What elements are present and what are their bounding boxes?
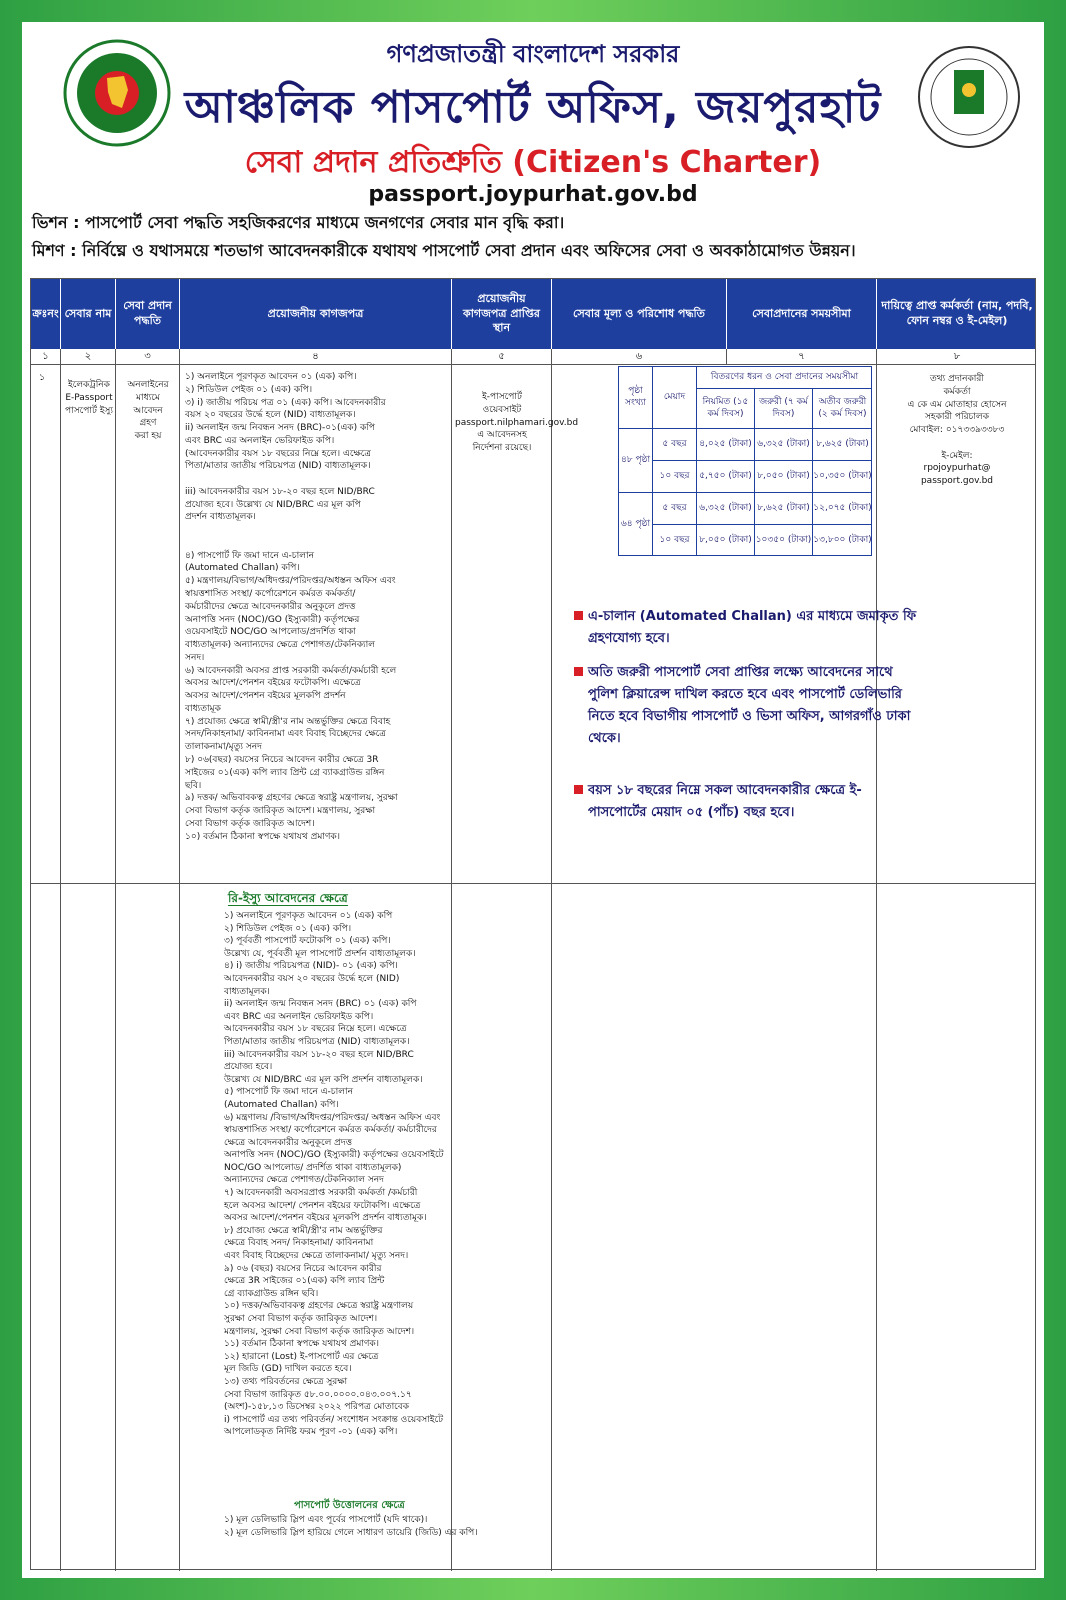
header-source: প্রয়োজনীয় কাগজপত্র প্রাপ্তির স্থান	[452, 279, 552, 349]
row1-method: অনলাইনের মাধ্যমে আবেদন গ্রহণ করা হয়	[127, 380, 169, 442]
fee-header-pages: পৃষ্ঠা সংখ্যা	[619, 367, 653, 429]
collection-subheading: পাসপোর্ট উত্তোলনের ক্ষেত্রে	[294, 1500, 405, 1511]
table-header	[31, 279, 1035, 349]
fee-validity-5: ৫ বছর	[653, 429, 697, 461]
row1-service-name: ইলেকট্রনিক E-Passport পাসপোর্ট ইস্যু	[64, 380, 113, 416]
note-item	[588, 780, 918, 824]
fee-value: ৮,০৫০ (টাকা)	[697, 525, 755, 556]
fee-validity-10: ১০ বছর	[653, 525, 697, 556]
header-officer: দায়িত্বে প্রাপ্ত কর্মকর্তা (নাম, পদবি, ফোন নম্বর ও ই-মেইল)	[881, 299, 1033, 327]
header-timeframe: সেবাপ্রদানের সময়সীমা	[727, 279, 877, 349]
column-number: ২	[61, 349, 116, 365]
fee-value: ৮,৬২৫ (টাকা)	[813, 429, 872, 461]
red-bullet-icon	[574, 785, 583, 794]
reissue-heading	[228, 890, 348, 910]
row-divider	[31, 883, 1035, 884]
office-title: আঞ্চলিক পাসপোর্ট অফিস, জয়পুরহাট	[184, 82, 882, 133]
vision-statement: ভিশন : পাসপোর্ট সেবা পদ্ধতি সহজিকরণের মাধ্যমে জনগণের সেবার মান বৃদ্ধি করা।	[32, 213, 565, 232]
fee-header-group: বিতরণের ধরন ও সেবা প্রদানের সময়সীমা	[697, 367, 872, 389]
column-number: ৩	[116, 349, 180, 365]
row1-documents: ১) অনলাইনে পূরণকৃত আবেদন ০১ (এক) কপি। ২) শিডিউল পেইজ ০১ (এক) কপি। ৩) i) জাতীয় পরিচয় পত্র ০১ (এক) কপি। আবেদনকারীর বয়স ২০ বছরের উর্দ্ধে হলে (NID) বাধ্যতামূলক। ii) অনলাইন জন্ম নিবন্ধন সনদ (BRC)-০১(এক) কপি এবং BRC এর অনলাইন ভেরিফাইড কপি। (আবেদনকারীর বয়স ১৮ বছরের নিম্নে হলে। এক্ষেত্রে পিতা/মাতার জাতীয় পরিচয়পত্র (NID) বাধ্যতামূলক। iii) আবেদনকারীর বয়স ১৮-২০ বছর হলে NID/BRC প্রযোজ্য হবে। উল্লেখ্য যে NID/BRC এর মূল কপি প্রদর্শন বাধ্যতামূলক। ৪) পাসপোর্ট ফি জমা দানে এ-চালান (Automated Challan) কপি। ৫) মন্ত্রণালয়/বিভাগ/অধিদপ্তর/পরিদপ্তর/অধস্তন অফিস এবং স্বায়ত্তশাসিত সংস্থা/ কর্পোরেশনে কর্মরত কর্মকর্তা/ কর্মচারীদের ক্ষেত্রে আবেদনকারীর অনুকূলে প্রদত্ত অনাপত্তি সনদ (NOC)/GO (ইস্যুকারী) কর্তৃপক্ষের ওয়েবসাইটে NOC/GO আপলোড/প্রদর্শিত থাকা বাধ্যতামূলক) অন্যান্যদের ক্ষেত্রে পেশাগত/টেকনিক্যাল সনদ। ৬) আবেদনকারী অবসর প্রাপ্ত সরকারী কর্মকর্তা/কর্মচারী হলে অবসর আদেশ/পেনশন বইয়ের ফটোকপি। এক্ষেত্রে অবসর আদেশ/পেনশন বইয়ের মূলকপি প্রদর্শন বাধ্যতামূক ৭) প্রযোজ্য ক্ষেত্রে স্বামী/স্ত্রী'র নাম অন্তর্ভুক্তির ক্ষেত্রে বিবাহ সনদ/নিকাহনামা/ কাবিননামা এবং বিবাহ বিচ্ছেদের ক্ষেত্রে তালাকনামা/মৃত্যু সনদ ৮) ০৬(বছর) বয়সের নিচের আবেদন কারীর ক্ষেত্রে 3R সাইজের ০১(এক) কপি ল্যাব প্রিন্ট গ্রে ব্যাকগ্রাউন্ড রঙ্গিন ছবি। ৯) দত্তক/ অভিবাবকত্ব গ্রহণের ক্ষেত্রে স্বরাষ্ট্র মন্ত্রণালয়, সুরক্ষা সেবা বিভাগ কর্তৃক জারিকৃত আদেশ। মন্ত্রণালয়, সুরক্ষা সেবা বিভাগ কর্তৃক জারিকৃত আদেশ। ১০) বর্তমান ঠিকানা স্বপক্ষে যথাযথ প্রমাণক।	[185, 372, 398, 842]
fee-value: ১০,৩৫০ (টাকা)	[813, 461, 872, 493]
header-documents: প্রয়োজনীয় কাগজপত্র	[180, 279, 452, 349]
fee-header-regular: নিয়মিত (১৫ কর্ম দিবস)	[697, 389, 755, 429]
row1-officer: তথ্য প্রদানকারী কর্মকর্তা এ কে এম মোতাহার হোসেন সহকারী পরিচালক মোবাইল: ০১৭৩৩৯৩৩৮৩ ই-মেইল: rpojoypurhat@ passport.gov.bd	[907, 374, 1007, 487]
note-item	[588, 662, 918, 750]
red-bullet-icon	[574, 611, 583, 620]
row2-documents: ১) অনলাইনে পূরণকৃত আবেদন ০১ (এক) কপি ২) শিডিউল পেইজ ০১ (এক) কপি। ৩) পূর্ববর্তী পাসপোর্ট ফটোকপি ০১ (এক) কপি। উল্লেখ্য যে, পূর্ববর্তী মূল পাসপোর্ট প্রদর্শন বাধ্যতামূলক। ৪) i) জাতীয় পরিচয়পত্র (NID)- ০১ (এক) কপি। আবেদনকারীর বয়স ২০ বছরের উর্দ্ধে হলে (NID) বাধ্যতামূলক। ii) অনলাইন জন্ম নিবন্ধন সনদ (BRC) ০১ (এক) কপি এবং BRC এর অনলাইন ভেরিফাইড কপি। আবেদনকারীর বয়স ১৮ বছরের নিম্নে হলে। এক্ষেত্রে পিতা/মাতার জাতীয় পরিচয়পত্র (NID) বাধ্যতামূলক। iii) আবেদনকারীর বয়স ১৮-২০ বছর হলে NID/BRC প্রযোজ্য হবে। উল্লেখ্য যে NID/BRC এর মূল কপি প্রদর্শন বাধ্যতামূলক। ৫) পাসপোর্ট ফি জমা দানে এ-চালান (Automated Challan) কপি। ৬) মন্ত্রণালয় /বিভাগ/অধিদপ্তর/পরিদপ্তর/ অধস্তন অফিস এবং স্বায়ত্তশাসিত সংস্থা/ কর্পোরেশনে কর্মরত কর্মকর্তা/ কর্মচারীদের ক্ষেত্রে আবেদনকারীর অনুকূলে প্রদত্ত অনাপত্তি সনদ (NOC)/GO (ইস্যুকারী) কর্তৃপক্ষের ওয়েবসাইটে NOC/GO আপলোড/ প্রদর্শিত থাকা বাধ্যতামূলক) অন্যান্যদের ক্ষেত্রে পেশাগত/টেকনিক্যাল সনদ ৭) আবেদনকারী অবসরপ্রাপ্ত সরকারী কর্মকর্তা /কর্মচারী হলে অবসর আদেশ/ পেনশন বইয়ের ফটোকপি। এক্ষেত্রে অবসর আদেশ/পেনশন বইয়ের মূলকপি প্রদর্শন বাধ্যতামূক। ৮) প্রযোজ্য ক্ষেত্রে স্বামী/স্ত্রী'র নাম অন্তর্ভুক্তির ক্ষেত্রে বিবাহ সনদ/ নিকাহনামা/ কাবিননামা এবং বিবাহ বিচ্ছেদের ক্ষেত্রে তালাকনামা/ মৃত্যু সনদ। ৯) ০৬ (বছর) বয়সের নিচের আবেদন কারীর ক্ষেত্রে 3R সাইজের ০১(এক) কপি ল্যাব প্রিন্ট গ্রে ব্যাকগ্রাউন্ড রঙ্গিন ছবি। ১০) দত্তক/অভিবাবকত্ব গ্রহণের ক্ষেত্রে স্বরাষ্ট্র মন্ত্রণালয় সুরক্ষা সেবা বিভাগ কর্তৃক জারিকৃত আদেশ। মন্ত্রণালয়, সুরক্ষা সেবা বিভাগ কর্তৃক জারিকৃত আদেশ। ১১) বর্তমান ঠিকানা স্বপক্ষে যথাযথ প্রমাণক। ১২) হারানো (Lost) ই-পাসপোর্ট এর ক্ষেত্রে মূল জিডি (GD) দাখিল করতে হবে। ১৩) তথ্য পরিবর্তনের ক্ষেত্রে সুরক্ষা সেবা বিভাগ জারিকৃত ৫৮.০০.০০০০.০৪৩.০০৭.১৭ (অংশ)-১৫৮,১৩ ডিসেম্বর ২০২২ পরিপত্র মোতাবেক i) পাসপোর্ট এর তথ্য পরিবর্তন/ সংশোধন সংক্রান্ত ওয়েবসাইটে আপলোডকৃত নির্দিষ্ট ফরম পূরণ -০১ (এক) কপি।	[224, 911, 444, 1438]
column-number: ৪	[180, 349, 452, 365]
fee-header-express: জরুরী (৭ কর্ম দিবস)	[755, 389, 813, 429]
fee-value: ৬,৩২৫ (টাকা)	[755, 429, 813, 461]
mission-statement: মিশণ : নির্বিঘ্নে ও যথাসময়ে শতভাগ আবেদনকারীকে যথাযথ পাসপোর্ট সেবা প্রদান এবং অফিসের সেবা ও অবকাঠামোগত উন্নয়ন।	[32, 241, 856, 260]
column-divider	[115, 365, 116, 1571]
fee-validity-10: ১০ বছর	[653, 461, 697, 493]
note-item	[588, 606, 918, 650]
header-fee: সেবার মূল্য ও পরিশোধ পদ্ধতি	[552, 279, 727, 349]
column-number: ৮	[953, 351, 961, 362]
fee-value: ৪,০২৫ (টাকা)	[697, 429, 755, 461]
fee-header-validity: মেয়াদ	[653, 367, 697, 429]
fee-value: ১০৩৫০ (টাকা)	[755, 525, 813, 556]
column-number: ৭	[727, 349, 877, 365]
website-url: passport.joypurhat.gov.bd	[368, 182, 698, 207]
charter-table	[30, 278, 1036, 1570]
note-text: অতি জরুরী পাসপোর্ট সেবা প্রাপ্তির লক্ষ্যে আবেদনের সাথে পুলিশ ক্লিয়ারেন্স দাখিল করতে হবে এবং পাসপোর্ট ডেলিভারি নিতে হবে বিভাগীয় পাসপোর্ট ও ভিসা অফিস, আগরগাঁও ঢাকা থেকে।	[588, 665, 911, 747]
fee-value: ৮,০৫০ (টাকা)	[755, 461, 813, 493]
fee-value: ৫,৭৫০ (টাকা)	[697, 461, 755, 493]
fee-value: ১২,০৭৫ (টাকা)	[813, 493, 872, 525]
fee-pages-48: ৪৮ পৃষ্ঠা	[619, 429, 653, 493]
header-method: সেবা প্রদান পদ্ধতি	[116, 279, 180, 349]
header-serial: ক্রঃনং	[31, 279, 61, 349]
red-bullet-icon	[574, 667, 583, 676]
note-text: বয়স ১৮ বছরের নিম্নে সকল আবেদনকারীর ক্ষেত্রে ই-পাসপোর্টের মেয়াদ ০৫ (পাঁচ) বছর হবে।	[588, 783, 862, 821]
header	[22, 22, 1044, 210]
column-numbers	[31, 349, 1035, 365]
fee-value: ৮,৬২৫ (টাকা)	[755, 493, 813, 525]
fee-value: ৬,৩২৫ (টাকা)	[697, 493, 755, 525]
note-text: এ-চালান (Automated Challan) এর মাধ্যমে জমাকৃত ফি গ্রহণযোগ্য হবে।	[588, 609, 917, 647]
reissue-heading-text: রি-ইস্যু আবেদনের ক্ষেত্রে	[228, 891, 348, 905]
fee-pages-64: ৬৪ পৃষ্ঠা	[619, 493, 653, 556]
column-divider	[876, 365, 877, 1571]
column-divider	[551, 365, 552, 1571]
fee-validity-5: ৫ বছর	[653, 493, 697, 525]
column-divider	[60, 365, 61, 1571]
charter-poster	[22, 22, 1044, 1578]
row1-source: ই-পাসপোর্ট ওয়েবসাইট passport.nilphamari.gov.bd এ আবেদনসহ নির্দেশনা রয়েছে।	[455, 392, 579, 454]
row2-collection: ১) মূল ডেলিভারি স্লিপ এবং পূর্বের পাসপোর্ট (যদি থাকে)। ২) মূল ডেলিভারি স্লিপ হারিয়ে গেলে সাধারণ ডায়েরি (জিডি) এর কপি।	[224, 1515, 478, 1538]
fee-header-super-express: অতীব জরুরী (২ কর্ম দিবস)	[813, 389, 872, 429]
fee-table	[618, 366, 872, 556]
column-divider	[179, 365, 180, 1571]
fee-value: ১৩,৮০০ (টাকা)	[813, 534, 872, 545]
row1-serial: ১	[39, 372, 46, 383]
charter-title: সেবা প্রদান প্রতিশ্রুতি (Citizen's Charter)	[244, 145, 822, 180]
column-number: ৫	[452, 349, 552, 365]
column-number: ৬	[552, 349, 727, 365]
column-number: ১	[31, 349, 61, 365]
government-title: গণপ্রজাতন্ত্রী বাংলাদেশ সরকার	[386, 40, 680, 68]
header-service-name: সেবার নাম	[61, 279, 116, 349]
